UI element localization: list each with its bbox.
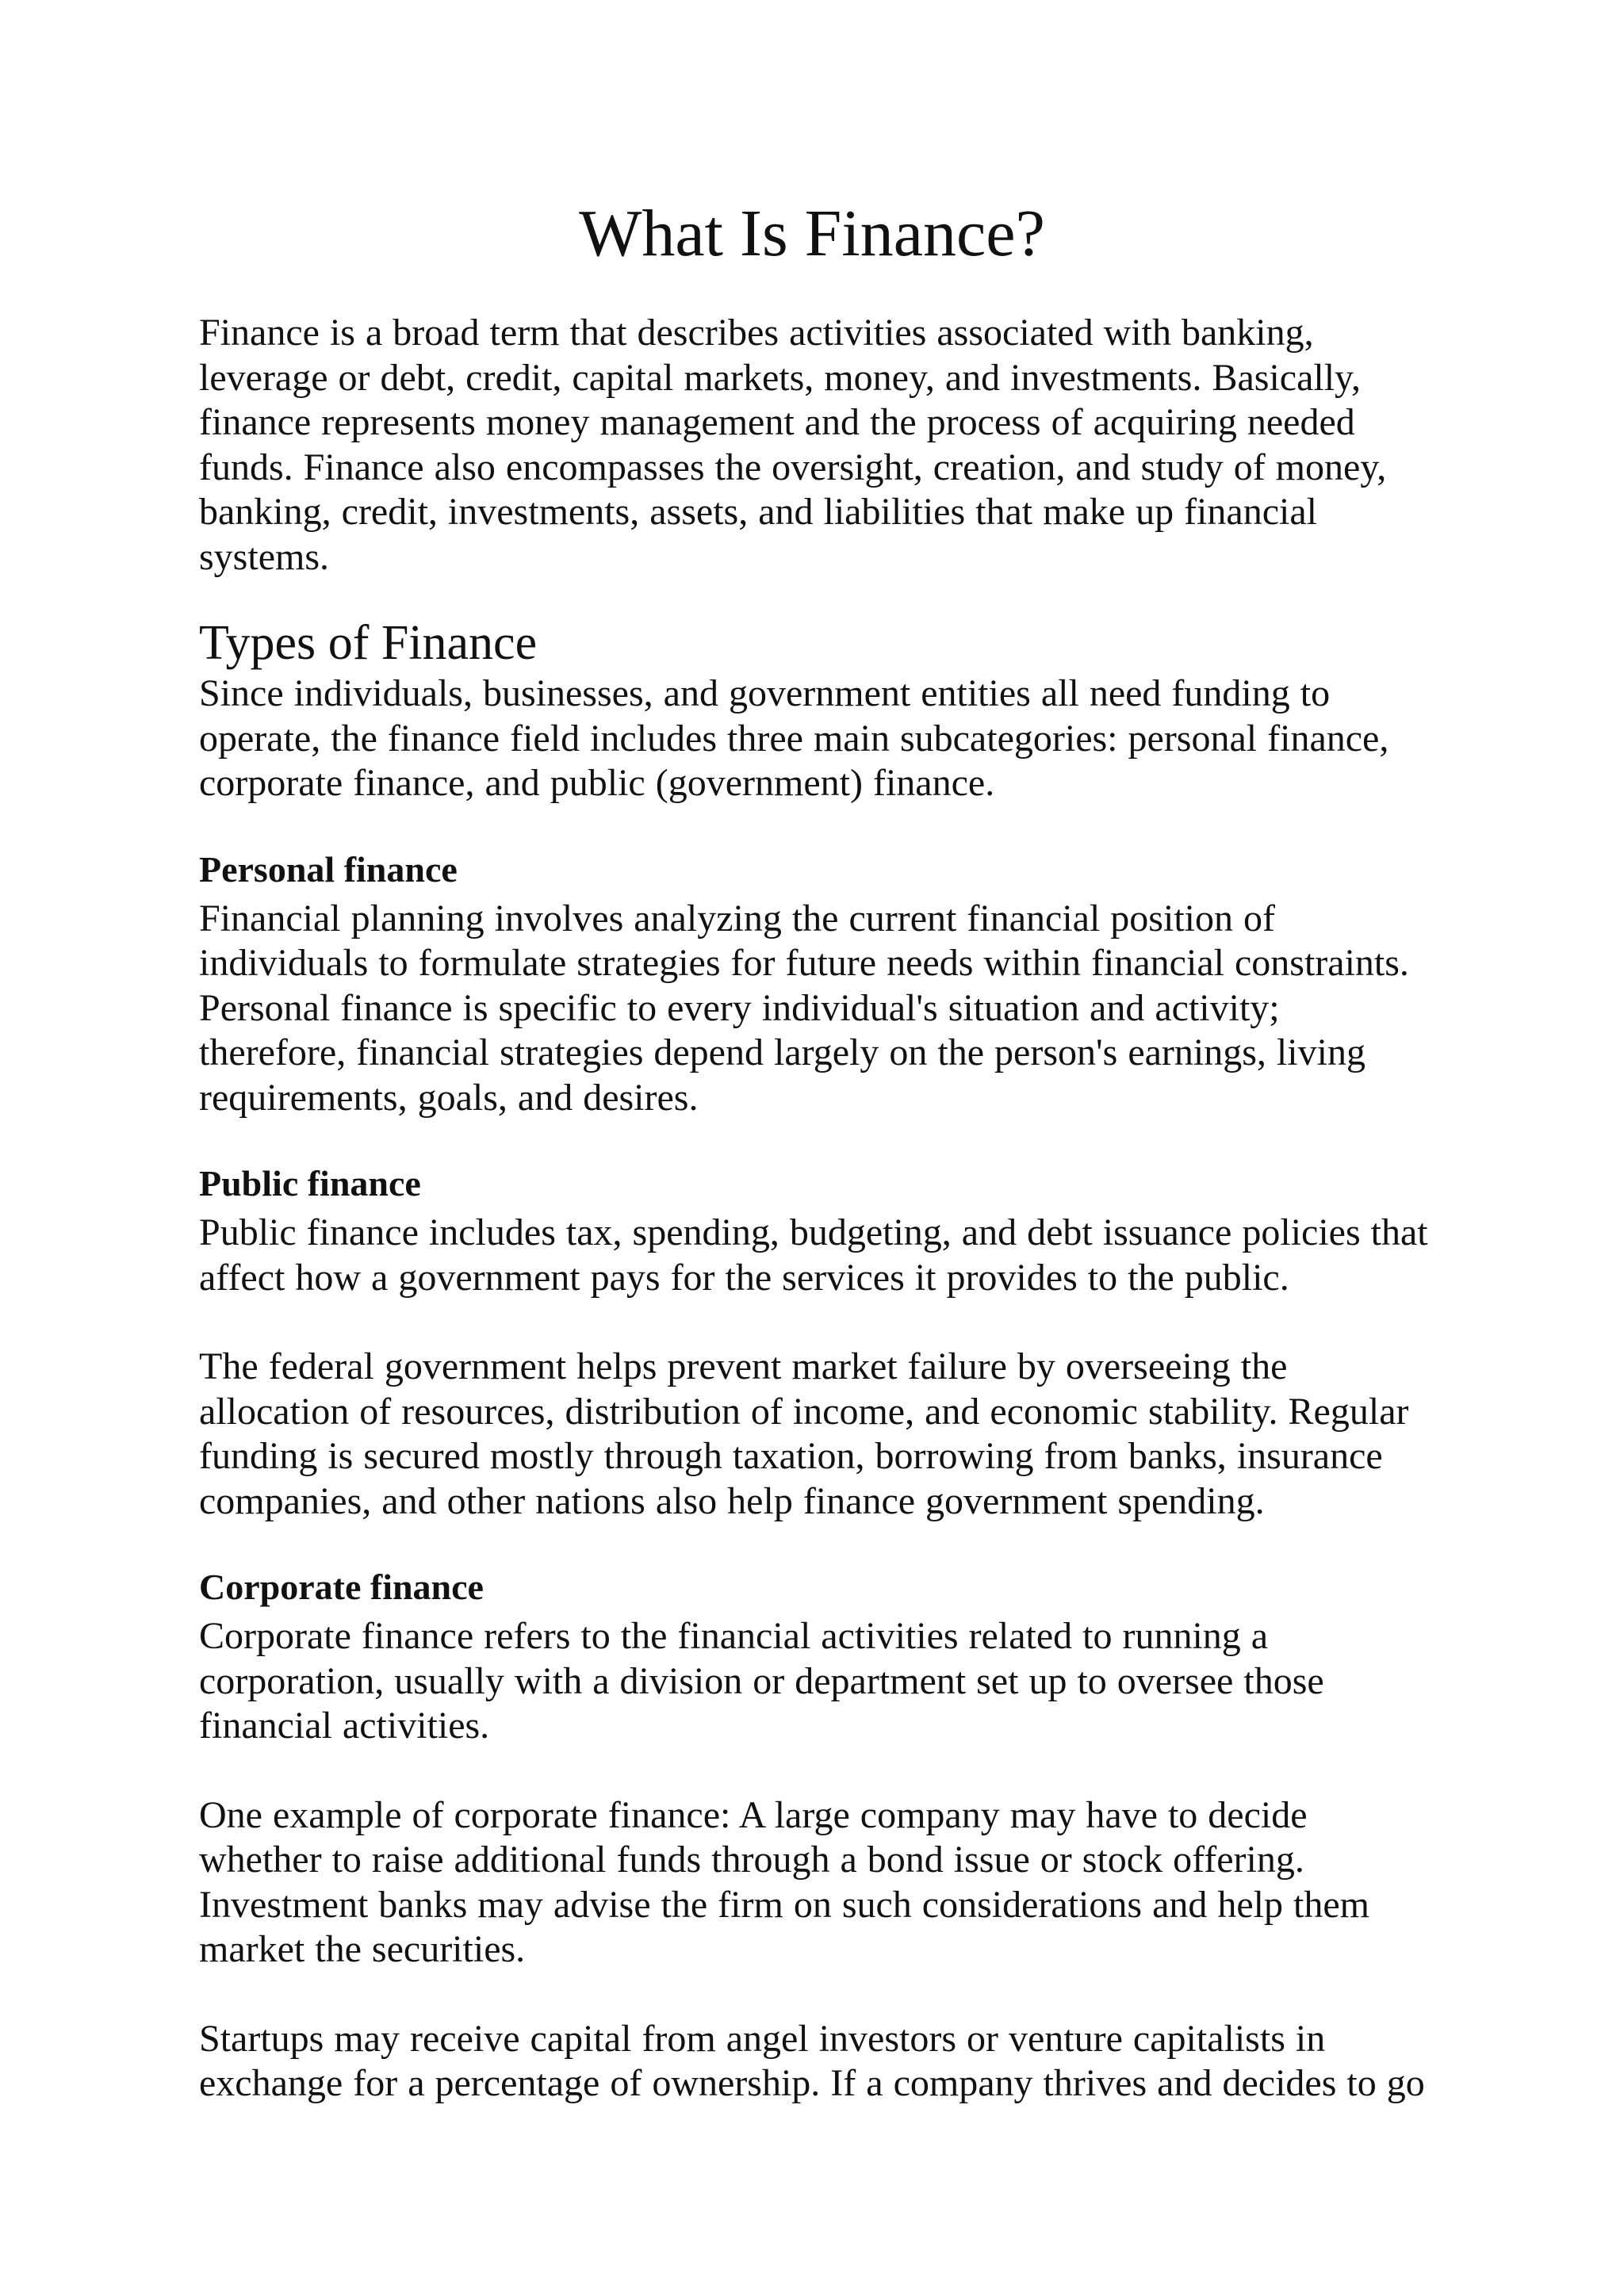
text-line: One example of corporate finance: A large company may have to decide [199,1793,1308,1836]
text-line: Since individuals, businesses, and government entities all need funding to [199,672,1331,714]
text-line: banking, credit, investments, assets, and liabilities that make up financial [199,491,1317,533]
corporate-finance-paragraph [199,1793,1468,1973]
text-line: Investment banks may advise the firm on such considerations and help them [199,1883,1369,1926]
text-line: corporate finance, and public (government) finance. [199,762,995,804]
text-line: Startups may receive capital from angel investors or venture capitalists in [199,2017,1326,2060]
text-line: operate, the finance field includes three main subcategories: personal finance, [199,717,1389,760]
text-line: finance represents money management and the process of acquiring needed [199,401,1355,443]
text-line: market the securities. [199,1928,526,1970]
text-line: Corporate finance refers to the financial activities related to running a [199,1615,1269,1657]
text-line: Financial planning involves analyzing the current financial position of [199,897,1275,939]
page-title: What Is Finance? [579,197,1045,270]
corporate-finance-paragraph [199,2017,1468,2107]
personal-finance-paragraph [199,897,1468,1121]
types-paragraph [199,672,1468,806]
text-line: Finance is a broad term that describes activities associated with banking, [199,312,1314,354]
subheading-public-finance: Public finance [199,1163,421,1203]
public-finance-paragraph [199,1345,1468,1524]
subheading-personal-finance: Personal finance [199,848,458,890]
text-line: systems. [199,535,330,578]
text-line: affect how a government pays for the services it provides to the public. [199,1256,1289,1299]
text-line: companies, and other nations also help finance government spending. [199,1479,1265,1522]
text-line: allocation of resources, distribution of income, and economic stability. Regular [199,1390,1409,1433]
intro-paragraph [199,311,1468,580]
text-line: funding is secured mostly through taxation, borrowing from banks, insurance [199,1435,1383,1477]
text-line: whether to raise additional funds through a bond issue or stock offering. [199,1839,1304,1881]
text-line: leverage or debt, credit, capital markets, money, and investments. Basically, [199,356,1361,399]
text-line: corporation, usually with a division or department set up to oversee those [199,1659,1324,1702]
text-line: The federal government helps prevent market failure by overseeing the [199,1345,1288,1387]
text-line: exchange for a percentage of ownership. If a company thrives and decides to go [199,2062,1425,2104]
text-line: individuals to formulate strategies for future needs within financial constraints. [199,942,1409,984]
corporate-finance-paragraph [199,1614,1468,1749]
text-line: therefore, financial strategies depend largely on the person's earnings, living [199,1031,1365,1073]
text-line: requirements, goals, and desires. [199,1076,699,1119]
text-line: Personal finance is specific to every individual's situation and activity; [199,986,1280,1029]
document-body [199,311,1468,2107]
text-line: Public finance includes tax, spending, budgeting, and debt issuance policies that [199,1211,1428,1253]
public-finance-paragraph [199,1211,1468,1300]
section-heading-types: Types of Finance [199,616,538,670]
text-line: funds. Finance also encompasses the oversight, creation, and study of money, [199,446,1387,488]
text-line: financial activities. [199,1705,490,1747]
subheading-corporate-finance: Corporate finance [199,1567,484,1607]
